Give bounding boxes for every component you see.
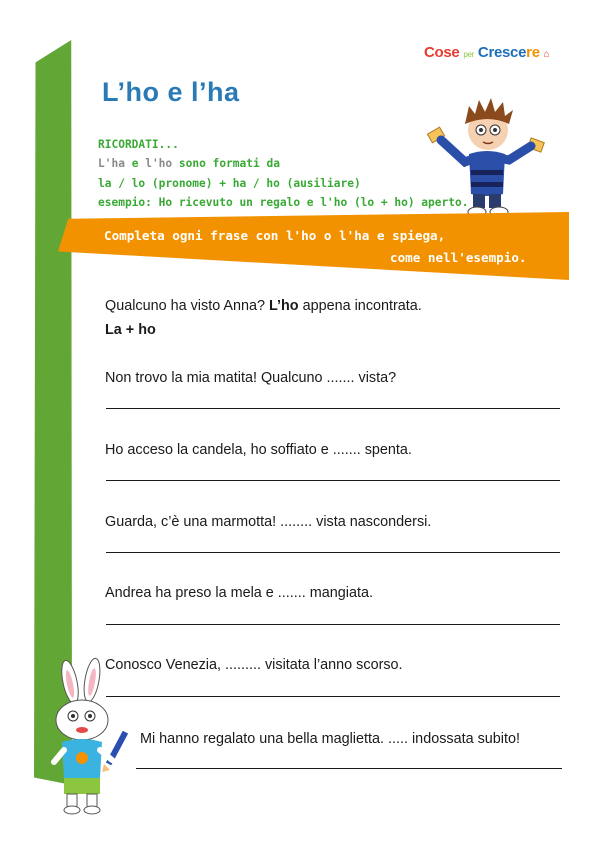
instruction-band bbox=[58, 212, 569, 280]
exercise-6-text: Mi hanno regalato una bella maglietta. ..... indossata subito! bbox=[140, 731, 520, 747]
reminder-line-1 bbox=[98, 157, 280, 170]
exercise-6-answer-line[interactable] bbox=[136, 768, 562, 769]
exercise-4-answer-line[interactable] bbox=[106, 624, 560, 625]
reminder-lho: l'ho bbox=[145, 157, 173, 170]
exercise-5-text: Conosco Venezia, ......... visitata l’anno scorso. bbox=[105, 657, 403, 673]
reminder-formati: sono formati da bbox=[178, 157, 280, 170]
exercise-5-answer-line[interactable] bbox=[106, 696, 560, 697]
exercise-1-answer-line[interactable] bbox=[106, 408, 560, 409]
page-title: L’ho e l’ha bbox=[102, 77, 240, 107]
exercise-3-text: Guarda, c’è una marmotta! ........ vista nascondersi. bbox=[105, 514, 432, 530]
example-sentence bbox=[105, 298, 422, 314]
instruction-line-1: Completa ogni frase con l'ho o l'ha e spiega, bbox=[104, 228, 446, 243]
exercise-2-text: Ho acceso la candela, ho soffiato e ....... spenta. bbox=[105, 442, 412, 458]
reminder-line-2: la / lo (pronome) + ha / ho (ausiliare) bbox=[98, 177, 361, 190]
logo-part-re: re bbox=[526, 44, 540, 61]
logo-part-per: per bbox=[463, 50, 475, 59]
logo-part-cresce: Cresce bbox=[477, 44, 527, 61]
reminder-line-3: esempio: Ho ricevuto un regalo e l'ho (lo + ho) aperto. bbox=[98, 196, 469, 209]
example-sentence-bold: L’ho bbox=[269, 298, 299, 314]
logo-part-cose: Cose bbox=[424, 44, 460, 61]
boy-illustration bbox=[425, 92, 550, 222]
example-answer: La + ho bbox=[105, 322, 156, 338]
exercise-2-answer-line[interactable] bbox=[106, 480, 560, 481]
reminder-heading: RICORDATI... bbox=[98, 138, 179, 151]
logo bbox=[424, 44, 549, 61]
reminder-lha: L'ha bbox=[98, 157, 125, 170]
reminder-e: e bbox=[131, 157, 139, 170]
example-sentence-end: appena incontrata. bbox=[302, 298, 422, 314]
rabbit-illustration bbox=[40, 660, 140, 820]
exercise-4-text: Andrea ha preso la mela e ....... mangiata. bbox=[105, 585, 373, 601]
example-sentence-start: Qualcuno ha visto Anna? bbox=[105, 298, 266, 314]
exercise-3-answer-line[interactable] bbox=[106, 552, 560, 553]
instruction-line-2: come nell'esempio. bbox=[390, 250, 527, 265]
house-icon: ⌂ bbox=[543, 49, 550, 60]
exercise-1-text: Non trovo la mia matita! Qualcuno ....... vista? bbox=[105, 370, 397, 386]
